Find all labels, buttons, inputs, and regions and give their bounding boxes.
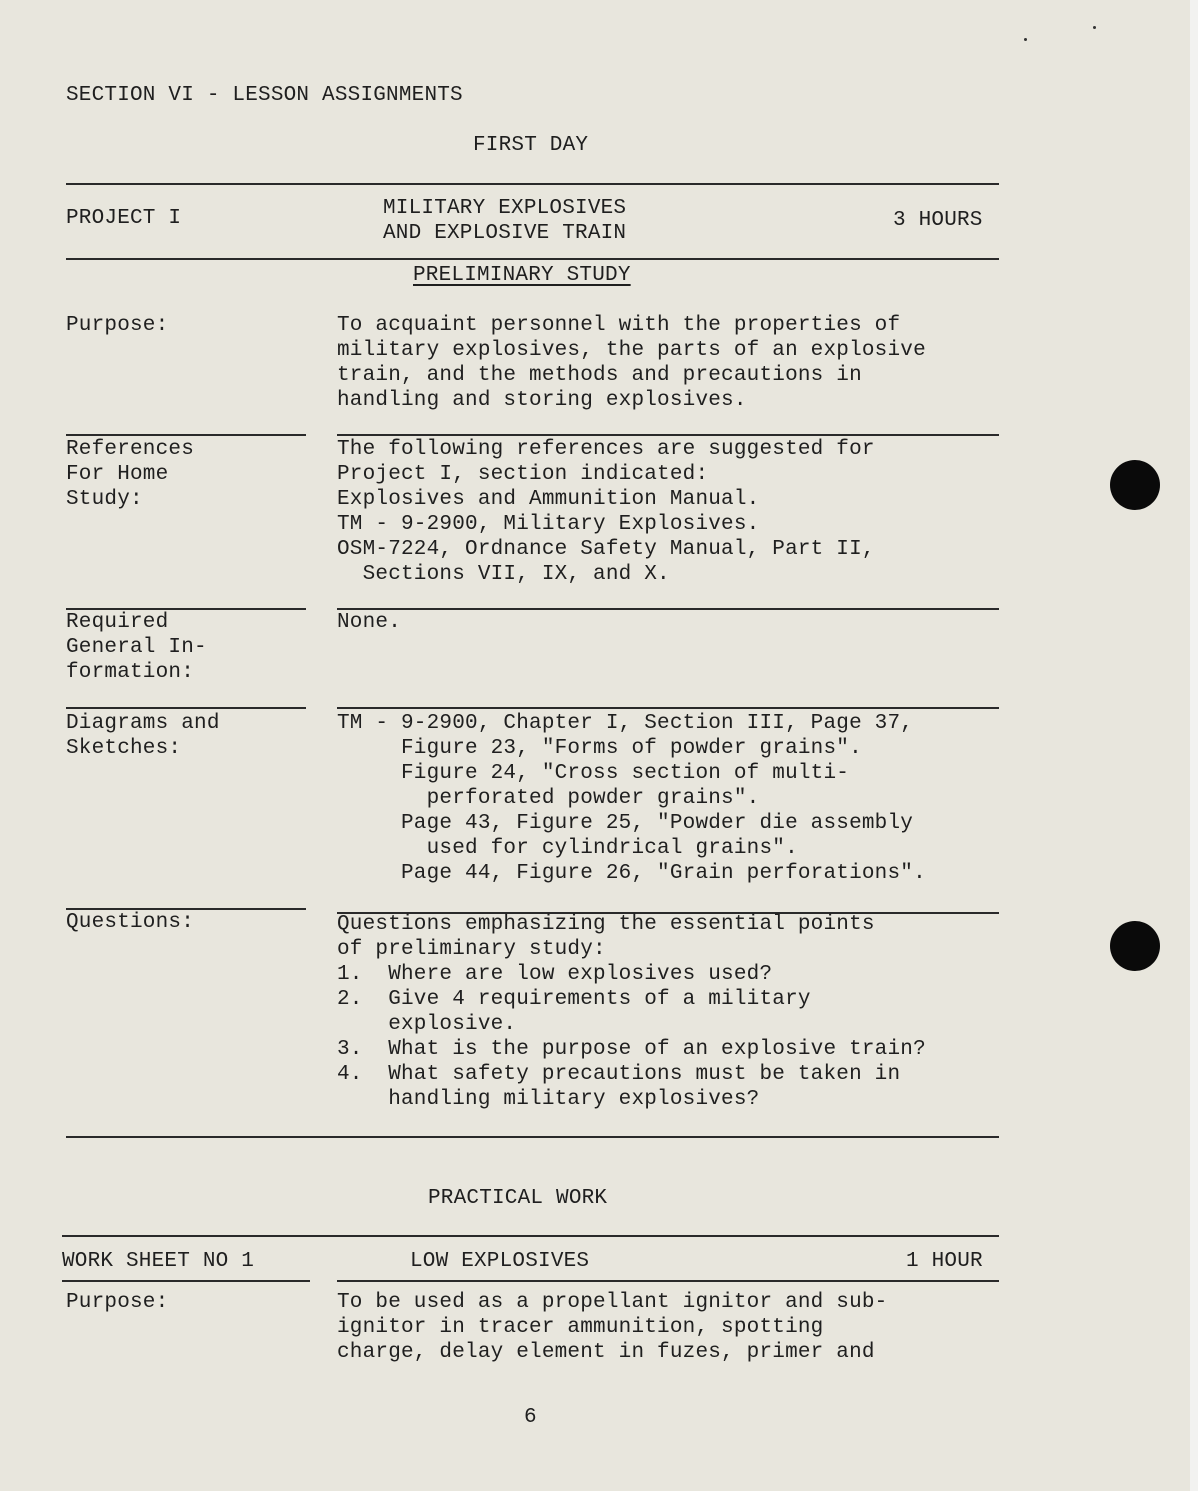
diagrams-line: Figure 24, "Cross section of multi- — [337, 762, 850, 785]
work-sheet-purpose-line: To be used as a propellant ignitor and sub- — [337, 1291, 888, 1314]
purpose-line: To acquaint personnel with the properties of — [337, 314, 901, 337]
paper-speck — [1024, 38, 1027, 41]
work-sheet-purpose-line: charge, delay element in fuzes, primer and — [337, 1341, 875, 1364]
paper-speck — [1093, 26, 1096, 29]
paper-edge — [1190, 0, 1198, 1491]
project-title-line1: MILITARY EXPLOSIVES — [383, 197, 627, 220]
divider — [66, 434, 306, 436]
project-label: PROJECT I — [66, 207, 182, 230]
references-label: References — [66, 438, 195, 461]
diagrams-line: TM - 9-2900, Chapter I, Section III, Page 37, — [337, 712, 914, 735]
purpose-label: Purpose: — [66, 314, 169, 337]
divider — [66, 258, 999, 260]
work-sheet-purpose-line: ignitor in tracer ammunition, spotting — [337, 1316, 824, 1339]
diagrams-line: Page 43, Figure 25, "Powder die assembly — [337, 812, 914, 835]
references-line: Explosives and Ammunition Manual. — [337, 488, 760, 511]
divider — [66, 1136, 999, 1138]
practical-work-heading: PRACTICAL WORK — [428, 1187, 608, 1210]
day-heading: FIRST DAY — [473, 134, 589, 157]
references-line: Project I, section indicated: — [337, 463, 709, 486]
purpose-line: military explosives, the parts of an explosive — [337, 339, 926, 362]
divider — [337, 707, 999, 709]
references-label: Study: — [66, 488, 143, 511]
binder-hole — [1110, 460, 1160, 510]
work-sheet-label: WORK SHEET NO 1 — [62, 1250, 255, 1273]
divider — [337, 608, 999, 610]
project-hours: 3 HOURS — [893, 209, 983, 232]
divider — [62, 1280, 310, 1282]
questions-line: Questions emphasizing the essential points — [337, 913, 875, 936]
work-sheet-title: LOW EXPLOSIVES — [410, 1250, 590, 1273]
purpose-line: handling and storing explosives. — [337, 389, 747, 412]
diagrams-line: Page 44, Figure 26, "Grain perforations". — [337, 862, 926, 885]
required-info-line: None. — [337, 611, 402, 634]
questions-line: handling military explosives? — [337, 1088, 760, 1111]
purpose-line: train, and the methods and precautions in — [337, 364, 862, 387]
diagrams-label: Sketches: — [66, 737, 182, 760]
required-info-label: General In- — [66, 636, 207, 659]
questions-line: 1. Where are low explosives used? — [337, 963, 773, 986]
diagrams-line: Figure 23, "Forms of powder grains". — [337, 737, 862, 760]
preliminary-study-heading: PRELIMINARY STUDY — [413, 264, 631, 287]
questions-line: explosive. — [337, 1013, 517, 1036]
diagrams-line: perforated powder grains". — [337, 787, 760, 810]
diagrams-line: used for cylindrical grains". — [337, 837, 798, 860]
work-sheet-hours: 1 HOUR — [906, 1250, 983, 1273]
questions-line: 3. What is the purpose of an explosive train? — [337, 1038, 926, 1061]
questions-label: Questions: — [66, 911, 195, 934]
questions-line: of preliminary study: — [337, 938, 606, 961]
divider — [337, 434, 999, 436]
divider — [66, 707, 306, 709]
section-title: SECTION VI - LESSON ASSIGNMENTS — [66, 84, 463, 107]
questions-line: 4. What safety precautions must be taken in — [337, 1063, 901, 1086]
references-label: For Home — [66, 463, 169, 486]
references-line: TM - 9-2900, Military Explosives. — [337, 513, 760, 536]
page-number: 6 — [524, 1406, 537, 1429]
divider — [66, 183, 999, 185]
references-line: OSM-7224, Ordnance Safety Manual, Part II, — [337, 538, 875, 561]
required-info-label: Required — [66, 611, 169, 634]
questions-line: 2. Give 4 requirements of a military — [337, 988, 811, 1011]
work-sheet-purpose-label: Purpose: — [66, 1291, 169, 1314]
binder-hole — [1110, 921, 1160, 971]
divider — [62, 1235, 999, 1237]
references-line: Sections VII, IX, and X. — [337, 563, 670, 586]
diagrams-label: Diagrams and — [66, 712, 220, 735]
required-info-label: formation: — [66, 661, 195, 684]
references-line: The following references are suggested for — [337, 438, 875, 461]
project-title-line2: AND EXPLOSIVE TRAIN — [383, 222, 627, 245]
divider — [337, 1280, 999, 1282]
